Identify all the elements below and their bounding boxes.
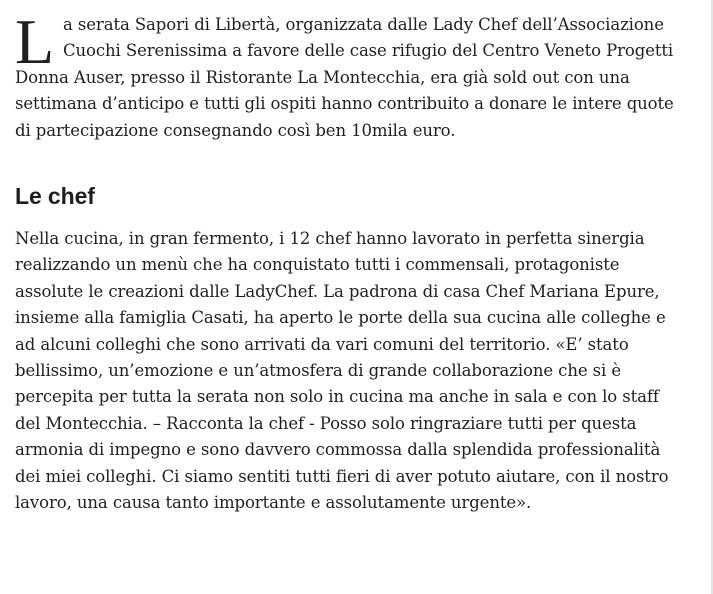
section-heading: Le chef	[15, 183, 95, 210]
drop-cap: L	[15, 6, 54, 77]
body-paragraph: Nella cucina, in gran fermento, i 12 chef hanno lavorato in perfetta sinergia realizzando un menù che ha conquistato tutti i commensali, protagoniste assolute le creazioni dalle LadyChef. La padrona di casa Chef Mariana Epure, insieme alla famiglia Casati, ha aperto le porte della sua cucina alle colleghe e ad alcuni colleghi che sono arrivati da vari comuni del territorio. «E’ stato bellissimo, un’emozione e un’atmosfera di grande collaborazione che si è percepita per tutta la serata non solo in cucina ma anche in sala e con lo staff del Montecchia. – Racconta la chef - Posso solo ringraziare tutti per questa armonia di impegno e sono davvero commossa dalla splendida professionalità dei miei colleghi. Ci siamo sentiti tutti fieri di aver potuto aiutare, con il nostro lavoro, una causa tanto importante e assolutamente urgente».	[15, 229, 669, 513]
lead-paragraph-text: a serata Sapori di Libertà, organizzata dalle Lady Chef dell’Associazione Cuochi Serenissima a favore delle case rifugio del Centro Veneto Progetti Donna Auser, presso il Ristorante La Montecchia, era già sold out con una settimana d’anticipo e tutti gli ospiti hanno contribuito a donare le intere quote di partecipazione consegnando così ben 10mila euro.	[15, 15, 674, 140]
article-body	[15, 6, 687, 517]
lead-paragraph	[15, 6, 687, 144]
